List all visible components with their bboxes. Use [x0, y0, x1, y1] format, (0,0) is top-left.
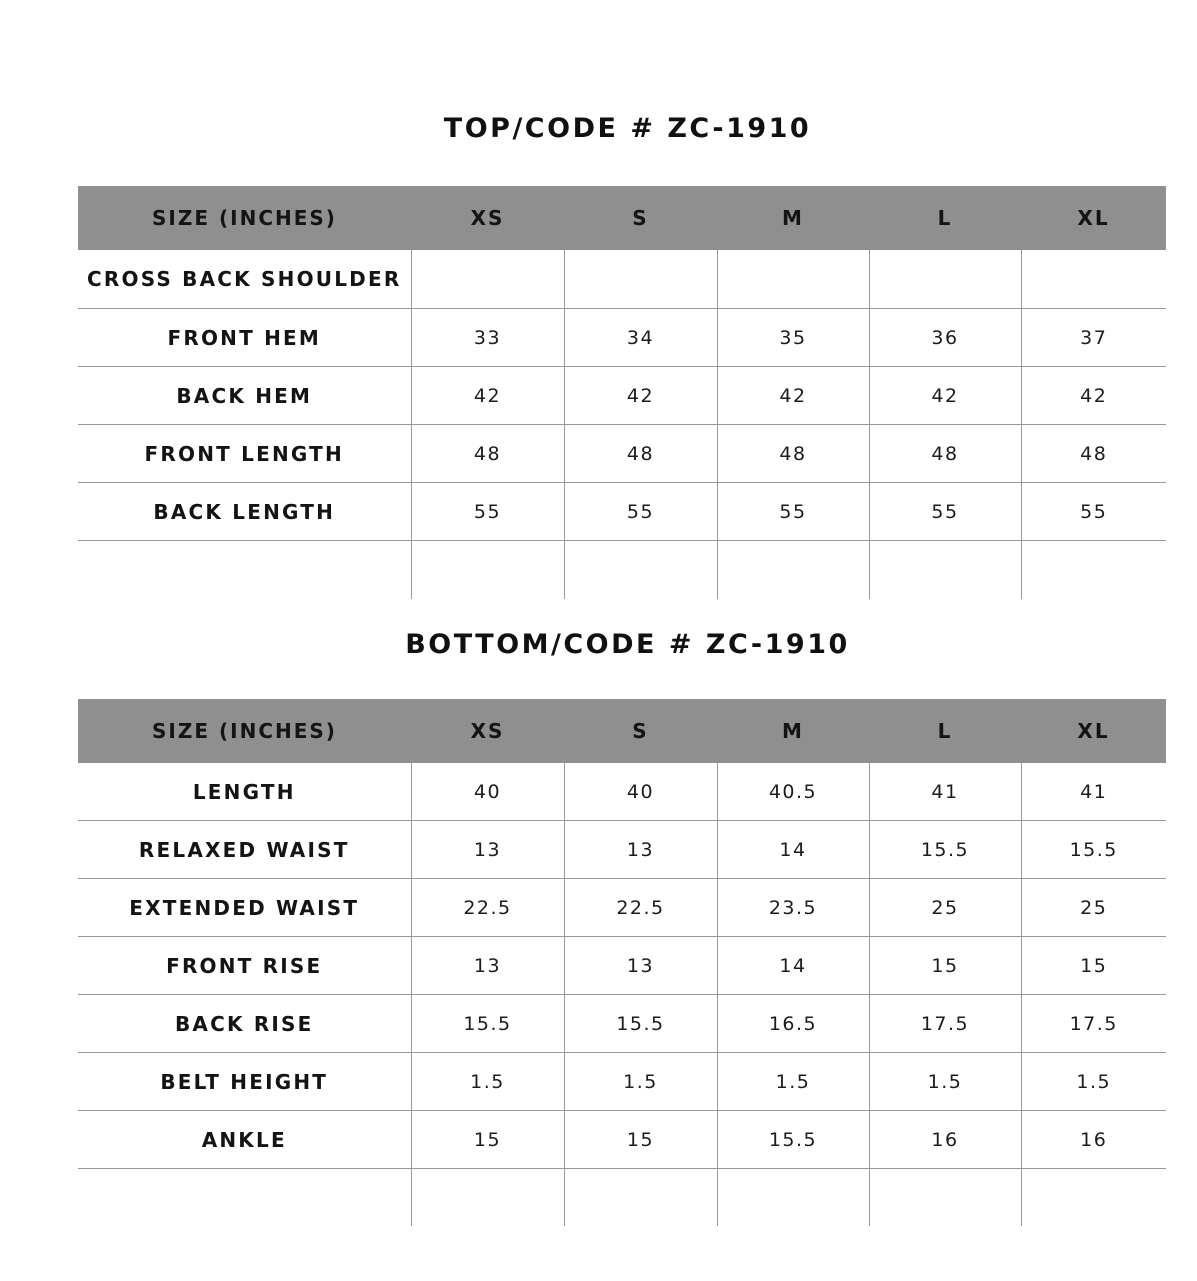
value-cell: 13	[564, 937, 717, 995]
table-row	[78, 367, 1166, 425]
value-cell: 14	[717, 937, 869, 995]
value-cell: 41	[1021, 763, 1166, 821]
value-cell: 16.5	[717, 995, 869, 1053]
top-section-title: TOP/CODE # ZC-1910	[443, 113, 812, 144]
empty-cell	[564, 1169, 717, 1227]
row-label: ANKLE	[78, 1111, 411, 1169]
value-cell: 15.5	[411, 995, 564, 1053]
row-label: BELT HEIGHT	[78, 1053, 411, 1111]
value-cell: 40	[564, 763, 717, 821]
header-s: S	[564, 186, 717, 250]
table-row	[78, 1053, 1166, 1111]
table-row	[78, 483, 1166, 541]
value-cell: 40.5	[717, 763, 869, 821]
value-cell: 25	[1021, 879, 1166, 937]
table-row	[78, 763, 1166, 821]
empty-cell	[411, 541, 564, 600]
header-m: M	[717, 186, 869, 250]
value-cell: 1.5	[717, 1053, 869, 1111]
empty-cell	[717, 1169, 869, 1227]
value-cell: 15	[869, 937, 1021, 995]
header-l: L	[869, 186, 1021, 250]
value-cell	[869, 250, 1021, 309]
row-label: BACK RISE	[78, 995, 411, 1053]
table-row	[78, 995, 1166, 1053]
value-cell: 42	[717, 367, 869, 425]
table-row	[78, 821, 1166, 879]
row-label: CROSS BACK SHOULDER	[78, 250, 411, 309]
value-cell: 22.5	[411, 879, 564, 937]
empty-row	[78, 1169, 1166, 1227]
row-label: RELAXED WAIST	[78, 821, 411, 879]
header-s: S	[564, 699, 717, 763]
table-row	[78, 309, 1166, 367]
header-size-label: SIZE (INCHES)	[78, 186, 411, 250]
value-cell: 17.5	[869, 995, 1021, 1053]
value-cell: 48	[869, 425, 1021, 483]
value-cell: 42	[1021, 367, 1166, 425]
value-cell: 15	[564, 1111, 717, 1169]
value-cell: 55	[411, 483, 564, 541]
empty-cell	[78, 1169, 411, 1227]
value-cell: 40	[411, 763, 564, 821]
value-cell: 16	[869, 1111, 1021, 1169]
value-cell: 48	[564, 425, 717, 483]
empty-cell	[1021, 541, 1166, 600]
value-cell: 55	[717, 483, 869, 541]
value-cell	[564, 250, 717, 309]
value-cell: 42	[411, 367, 564, 425]
value-cell: 23.5	[717, 879, 869, 937]
header-m: M	[717, 699, 869, 763]
value-cell: 14	[717, 821, 869, 879]
table-row	[78, 937, 1166, 995]
table-row	[78, 1111, 1166, 1169]
empty-cell	[717, 541, 869, 600]
value-cell: 42	[869, 367, 1021, 425]
value-cell: 15.5	[869, 821, 1021, 879]
value-cell: 55	[869, 483, 1021, 541]
value-cell: 1.5	[869, 1053, 1021, 1111]
empty-cell	[1021, 1169, 1166, 1227]
value-cell: 15.5	[1021, 821, 1166, 879]
value-cell: 42	[564, 367, 717, 425]
row-label: LENGTH	[78, 763, 411, 821]
empty-cell	[411, 1169, 564, 1227]
bottom-size-table	[78, 699, 1166, 1226]
value-cell: 33	[411, 309, 564, 367]
value-cell: 1.5	[1021, 1053, 1166, 1111]
value-cell: 36	[869, 309, 1021, 367]
table-header-row	[78, 699, 1166, 763]
value-cell: 48	[411, 425, 564, 483]
header-xs: XS	[411, 186, 564, 250]
value-cell: 48	[1021, 425, 1166, 483]
value-cell	[411, 250, 564, 309]
empty-cell	[869, 541, 1021, 600]
value-cell: 13	[411, 821, 564, 879]
value-cell	[717, 250, 869, 309]
value-cell: 25	[869, 879, 1021, 937]
row-label: BACK LENGTH	[78, 483, 411, 541]
value-cell: 13	[564, 821, 717, 879]
table-row	[78, 425, 1166, 483]
row-label: EXTENDED WAIST	[78, 879, 411, 937]
bottom-section-title: BOTTOM/CODE # ZC-1910	[405, 629, 850, 660]
value-cell: 41	[869, 763, 1021, 821]
value-cell: 15.5	[717, 1111, 869, 1169]
value-cell: 13	[411, 937, 564, 995]
empty-cell	[869, 1169, 1021, 1227]
value-cell: 34	[564, 309, 717, 367]
value-cell: 1.5	[564, 1053, 717, 1111]
value-cell: 55	[1021, 483, 1166, 541]
empty-cell	[564, 541, 717, 600]
empty-row	[78, 541, 1166, 600]
value-cell: 48	[717, 425, 869, 483]
value-cell: 37	[1021, 309, 1166, 367]
header-xl: XL	[1021, 699, 1166, 763]
table-row	[78, 879, 1166, 937]
top-size-table	[78, 186, 1166, 599]
value-cell: 35	[717, 309, 869, 367]
row-label: FRONT LENGTH	[78, 425, 411, 483]
value-cell: 15	[1021, 937, 1166, 995]
table-header-row	[78, 186, 1166, 250]
value-cell: 1.5	[411, 1053, 564, 1111]
empty-cell	[78, 541, 411, 600]
row-label: FRONT RISE	[78, 937, 411, 995]
row-label: FRONT HEM	[78, 309, 411, 367]
header-xs: XS	[411, 699, 564, 763]
header-size-label: SIZE (INCHES)	[78, 699, 411, 763]
header-l: L	[869, 699, 1021, 763]
value-cell: 15.5	[564, 995, 717, 1053]
value-cell: 55	[564, 483, 717, 541]
value-cell: 15	[411, 1111, 564, 1169]
row-label: BACK HEM	[78, 367, 411, 425]
header-xl: XL	[1021, 186, 1166, 250]
value-cell	[1021, 250, 1166, 309]
value-cell: 16	[1021, 1111, 1166, 1169]
value-cell: 17.5	[1021, 995, 1166, 1053]
value-cell: 22.5	[564, 879, 717, 937]
table-row	[78, 250, 1166, 309]
